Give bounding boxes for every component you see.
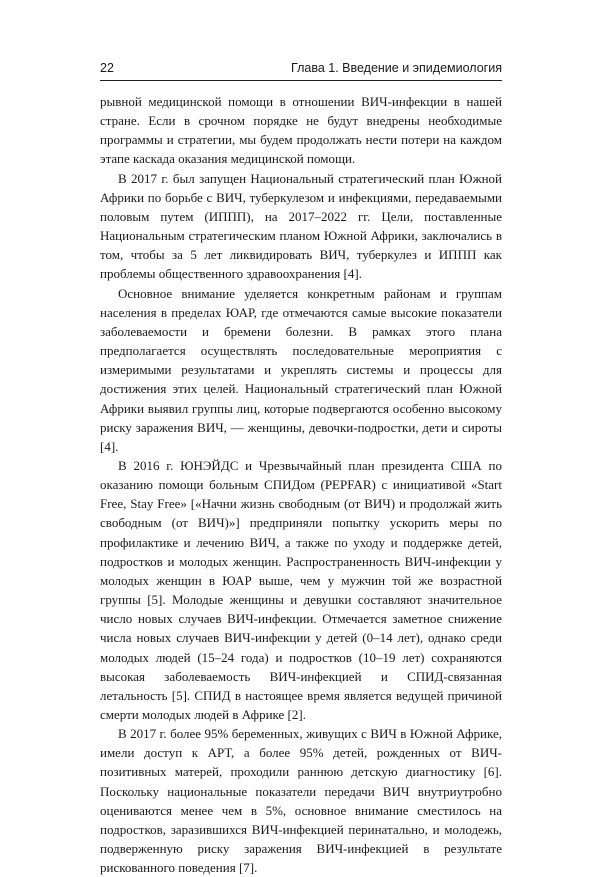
running-title: Глава 1. Введение и эпидемиология [291, 61, 502, 75]
body-text [100, 92, 502, 877]
paragraph-art-access: В 2017 г. более 95% беременных, живущих с ВИЧ в Южной Африке, имели доступ к АРТ, а более 95% детей, рожденных от ВИЧ-позитивных матерей, проходили раннюю детскую диагностику [6]. Поскольку национальные показатели передачи ВИЧ внутриутробно оцениваются менее чем в 5%, основное внимание сместилось на подростков, заразившихся ВИЧ-инфекцией перинатально, и молодежь, подверженную риску заражения ВИЧ-инфекцией в результате рискованного поведения [7]. [100, 726, 502, 876]
paragraph-unaids-pepfar: В 2016 г. ЮНЭЙДС и Чрезвычайный план президента США по оказанию помощи больным СПИДом (PEPFAR) с инициативой «Start Free, Stay Free» [«Начни жизнь свободным (от ВИЧ) и продолжай жить свободным (от ВИЧ)»] предприняли попытку ускорить меры по профилактике и лечению ВИЧ, а также по уходу и поддержке детей, подростков и молодых женщин. Распространенность ВИЧ-инфекции у молодых женщин в ЮАР выше, чем у мужчин той же возрастной группы [5]. Молодые женщины и девушки составляют значительное число новых случаев ВИЧ-инфекции. Отмечается заметное снижение числа новых случаев ВИЧ-инфекции у детей (0–14 лет), однако среди молодых людей (15–24 года) и подростков (10–19 лет) сохраняются высокая заболеваемость ВИЧ-инфекцией и СПИД-связанная летальность [5]. СПИД в настоящее время является ведущей причиной смерти молодых людей в Африке [2]. [100, 457, 502, 722]
paragraph-national-plan: В 2017 г. был запущен Национальный стратегический план Южной Африки по борьбе с ВИЧ, туберкулезом и инфекциями, передаваемыми половым путем (ИППП), на 2017–2022 гг. Цели, поставленные Национальным стратегическим планом Южной Африки, заключались в том, чтобы за 5 лет ликвидировать ВИЧ, туберкулез и ИППП как проблемы общественного здравоохранения [4]. [100, 170, 502, 282]
paragraph-continuation: рывной медицинской помощи в отношении ВИЧ-инфекции в нашей стране. Если в срочном порядке не будут внедрены необходимые программы и стратегии, мы будем продолжать нести потери на каждом этапе каскада оказания медицинской помощи. [100, 94, 502, 167]
page-header [100, 58, 502, 81]
paragraph-focus-groups: Основное внимание уделяется конкретным районам и группам населения в пределах ЮАР, где отмечаются самые высокие показатели заболеваемости и бремени болезни. В рамках этого плана предполагается осуществлять последовательные мероприятия с измеримыми результатами и укреплять системы и процессы для достижения этих целей. Национальный стратегический план Южной Африки выявил группы лиц, которые подвергаются особенно высокому риску заражения ВИЧ, — женщины, девочки-подростки, дети и сироты [4]. [100, 285, 502, 454]
page-number: 22 [100, 61, 114, 75]
